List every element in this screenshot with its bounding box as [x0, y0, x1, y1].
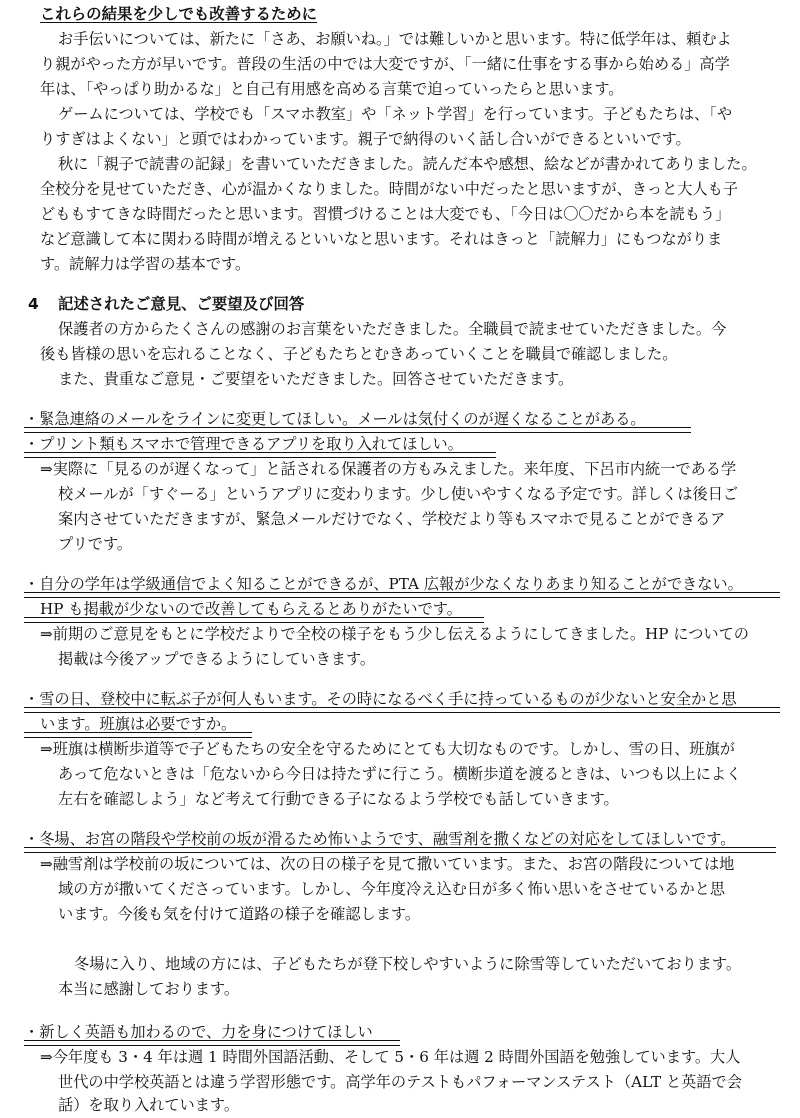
answer-line: います。今後も気を付けて道路の様子を確認します。 — [58, 905, 421, 923]
request-line: ・雪の日、登校中に転ぶ子が何人もいます。その時になるべく手に持っているものが少ないと安全かと思 — [24, 690, 737, 708]
request-line: います。班旗は必要ですか。 — [40, 715, 237, 733]
answer-line: 左右を確認しよう」など考えて行動できる子になるよう学校でも話していきます。 — [58, 790, 619, 808]
section-heading-improve: これらの結果を少しでも改善するために — [40, 5, 318, 23]
answer-line: 校メールが「すぐーる」というアプリに変わります。少し使いやすくなる予定です。詳しくは後日ご — [58, 485, 739, 503]
answer-line: ⇒前期のご意見をもとに学校だよりで全校の様子をもう少し伝えるようにしてきました。HP についての — [40, 625, 749, 643]
request-line: ・自分の学年は学級通信でよく知ることができるが、PTA 広報が少なくなりあまり知ることができない。 — [24, 575, 743, 593]
request-line: ・新しく英語も加わるので、力を身につけてほしい — [24, 1023, 373, 1041]
paragraph-line: 保護者の方からたくさんの感謝のお言葉をいただきました。全職員で読ませていただきました。今 — [58, 320, 727, 338]
section-number: 4 — [28, 295, 39, 313]
answer-line: 掲載は今後アップできるようにしていきます。 — [58, 650, 376, 668]
paragraph-line: お手伝いについては、新たに「さあ、お願いね。」では難しいかと思います。特に低学年は、頼むよ — [58, 30, 732, 48]
answer-line: ⇒班旗は横断歩道等で子どもたちの安全を守るためにとても大切なものです。しかし、雪の日、班旗が — [40, 740, 735, 758]
paragraph-line: また、貴重なご意見・ご要望をいただきました。回答させていただきます。 — [58, 370, 574, 388]
section-heading-4: 記述されたご意見、ご要望及び回答 — [58, 295, 305, 313]
answer-line: 話）を取り入れています。 — [58, 1096, 240, 1114]
request-line: ・緊急連絡のメールをラインに変更してほしい。メールは気付くのが遅くなることがある。 — [24, 410, 646, 428]
answer-line: プリです。 — [58, 535, 133, 553]
request-line: HP も掲載が少ないので改善してもらえるとありがたいです。 — [40, 600, 462, 618]
paragraph-line: など意識して本に関わる時間が増えるといいなと思います。それはきっと「読解力」にもつながりま — [40, 230, 723, 248]
paragraph-line: り親がやった方が早いです。普段の生活の中では大変ですが、「一緒に仕事をする事から始める」高学 — [40, 55, 730, 73]
thanks-line: 本当に感謝しております。 — [58, 980, 240, 998]
paragraph-line: 後も皆様の思いを忘れることなく、子どもたちとむきあっていくことを職員で確認しました。 — [40, 345, 678, 363]
request-line: ・冬場、お宮の階段や学校前の坂が滑るため怖いようです、融雪剤を撒くなどの対応をしてほしいです。 — [24, 830, 736, 848]
answer-line: 案内させていただきますが、緊急メールだけでなく、学校だより等もスマホで見ることができるア — [58, 510, 726, 528]
paragraph-line: どももすてきな時間だったと思います。習慣づけることは大変でも、「今日は〇〇だから本を読もう」 — [40, 205, 731, 223]
paragraph-line: 秋に「親子で読書の記録」を書いていただきました。読んだ本や感想、絵などが書かれてありました。 — [58, 155, 757, 173]
thanks-line: 冬場に入り、地域の方には、子どもたちが登下校しやすいように除雪等していただいております。 — [74, 955, 742, 973]
paragraph-line: 全校分を見せていただき、心が温かくなりました。時間がない中だったと思いますが、きっと大人も子 — [40, 180, 739, 198]
answer-line: あって危ないときは「危ないから今日は持たずに行こう。横断歩道を渡るときは、いつも以上によく — [58, 765, 742, 783]
paragraph-line: す。読解力は学習の基本です。 — [40, 255, 251, 273]
answer-line: ⇒融雪剤は学校前の坂については、次の日の様子を見て撒いています。また、お宮の階段については地 — [40, 855, 735, 873]
paragraph-line: 年は、「やっぱり助かるな」と自己有用感を高める言葉で迫っていったらと思います。 — [40, 80, 624, 98]
paragraph-line: りすぎはよくない」と頭ではわかっています。親子で納得のいく話し合いができるといいです。 — [40, 130, 691, 148]
answer-line: ⇒今年度も 3・4 年は週 1 時間外国語活動、そして 5・6 年は週 2 時間外国語を勉強しています。大人 — [40, 1048, 741, 1066]
answer-line: ⇒実際に「見るのが遅くなって」と話される保護者の方もみえました。来年度、下呂市内統一である学 — [40, 460, 737, 478]
answer-line: 域の方が撒いてくださっています。しかし、今年度冷え込む日が多く怖い思いをさせているかと思 — [58, 880, 726, 898]
answer-line: 世代の中学校英語とは違う学習形態です。高学年のテストもパフォーマンステスト（ALT と英語で会 — [58, 1073, 742, 1091]
request-line: ・プリント類もスマホで管理できるアプリを取り入れてほしい。 — [24, 435, 463, 453]
paragraph-line: ゲームについては、学校でも「スマホ教室」や「ネット学習」を行っています。子どもたちは、「や — [58, 105, 733, 123]
